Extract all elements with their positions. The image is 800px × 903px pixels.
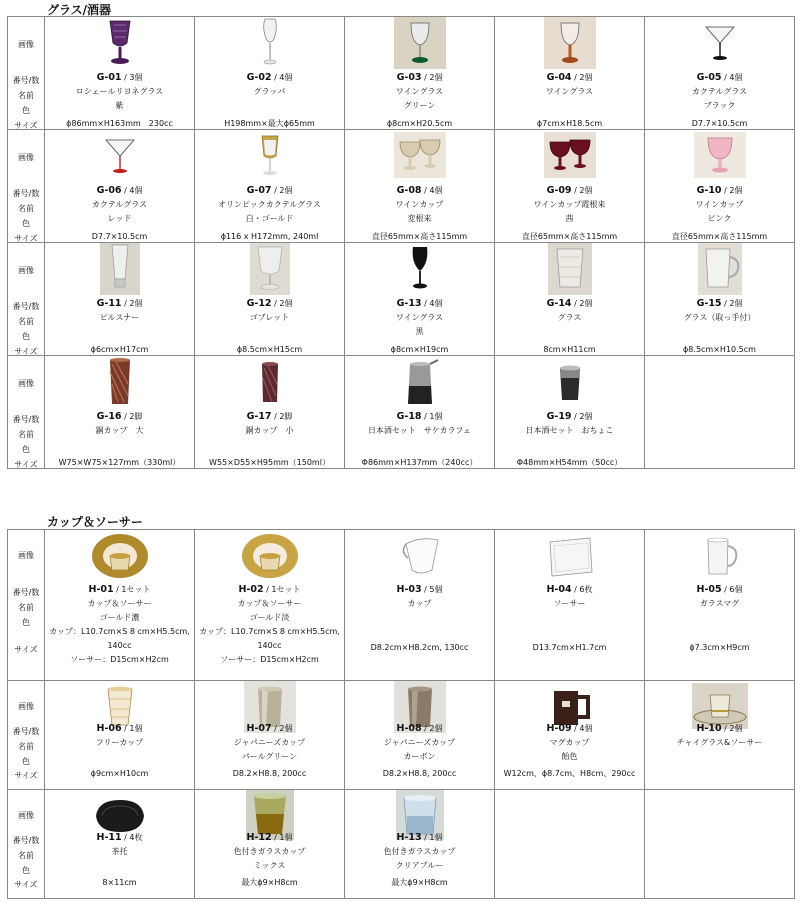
catalog-item — [45, 17, 195, 130]
item-size: W75×W75×127mm（330ml） — [58, 458, 181, 467]
item-color: カーボン — [403, 752, 436, 761]
item-size: ϕ7.3cm×H9cm — [689, 643, 750, 652]
catalog-item — [645, 530, 795, 681]
wine-cups-red-icon — [495, 130, 644, 182]
label-image: 画像 — [18, 40, 34, 49]
item-color: レッド — [107, 214, 132, 223]
grappa-glass-icon — [195, 17, 344, 69]
item-code: H-08 — [396, 723, 422, 734]
cup-catalog-table — [7, 529, 795, 899]
cup-saucer-gold-dark-icon — [45, 530, 194, 582]
item-size: D7.7×10.5cm — [691, 119, 748, 128]
label-image: 画像 — [18, 379, 34, 388]
item-size: ϕ8.5cm×H10.5cm — [683, 345, 756, 354]
item-size: 最大ϕ9×H8cm — [241, 878, 298, 887]
item-quantity: / 2個 — [424, 724, 443, 733]
label-size: サイズ — [14, 771, 38, 780]
item-size: D7.7×10.5cm — [91, 232, 148, 241]
item-code: H-07 — [246, 723, 272, 734]
item-name: ピルスナー — [99, 313, 140, 322]
item-color: 茜 — [565, 214, 574, 223]
catalog-item — [345, 790, 495, 899]
row-labels — [8, 681, 45, 790]
item-quantity: / 1個 — [424, 833, 443, 842]
item-size: ϕ8cm×H19cm — [390, 345, 449, 354]
item-code: G-06 — [96, 185, 122, 196]
label-size: サイズ — [14, 880, 38, 889]
item-size: 直径65mm×高さ115mm — [671, 232, 768, 241]
label-number: 番号/数 — [12, 76, 40, 85]
item-code: G-14 — [546, 298, 572, 309]
item-name: ジャパニーズカップ — [383, 738, 456, 747]
item-color — [645, 325, 794, 339]
item-color — [645, 611, 794, 625]
item-code: G-05 — [696, 72, 722, 83]
item-code: G-13 — [396, 298, 422, 309]
item-color — [495, 325, 644, 339]
item-code: H-10 — [696, 723, 722, 734]
catalog-item — [45, 790, 195, 899]
item-code: H-03 — [396, 584, 422, 595]
cocktail-glass-red-icon — [45, 130, 194, 182]
item-quantity: / 6個 — [724, 585, 743, 594]
item-color — [45, 438, 194, 452]
item-color: ミックス — [253, 861, 286, 870]
catalog-item — [195, 17, 345, 130]
item-color — [495, 611, 644, 625]
item-size: 最大ϕ9×H8cm — [391, 878, 448, 887]
catalog-item — [345, 530, 495, 681]
item-name: 日本酒セット おちょこ — [525, 426, 614, 435]
label-number: 番号/数 — [12, 836, 40, 845]
item-name: マグカップ — [549, 738, 590, 747]
empty-cell — [645, 790, 795, 899]
item-code: H-06 — [96, 723, 122, 734]
cup-saucer-gold-light-icon — [195, 530, 344, 582]
item-name: グラッパ — [253, 87, 286, 96]
item-name: ジャパニーズカップ — [233, 738, 306, 747]
label-number: 番号/数 — [12, 189, 40, 198]
item-color — [45, 859, 194, 873]
item-quantity: / 4個 — [724, 73, 743, 82]
item-color — [45, 325, 194, 339]
item-size: 140cc — [257, 641, 282, 650]
item-name: ワイングラス — [545, 87, 594, 96]
item-name: 日本酒セット サケカラフェ — [367, 426, 472, 435]
item-name: グラス — [557, 313, 582, 322]
item-name: 色付きガラスカップ — [383, 847, 456, 856]
catalog-item — [45, 530, 195, 681]
label-number: 番号/数 — [12, 588, 40, 597]
glass-mug-icon — [645, 530, 794, 582]
item-name: 色付きガラスカップ — [233, 847, 306, 856]
wine-glass-green-icon — [345, 17, 494, 69]
item-color — [645, 750, 794, 764]
item-color: ゴールド濃 — [99, 613, 140, 622]
label-name: 名前 — [18, 603, 34, 612]
item-size: ϕ116 x H172mm, 240ml — [220, 232, 319, 241]
item-color: ゴールド淡 — [249, 613, 290, 622]
label-size: サイズ — [14, 234, 38, 243]
catalog-item — [45, 681, 195, 790]
copper-cup-large-icon — [45, 356, 194, 408]
label-size: サイズ — [14, 460, 38, 469]
label-name: 名前 — [18, 317, 34, 326]
item-color: 黒 — [415, 327, 424, 336]
item-size: 8cm×H11cm — [543, 345, 596, 354]
item-size: 140cc — [107, 641, 132, 650]
item-name: 銅カップ 小 — [245, 426, 294, 435]
catalog-item — [495, 530, 645, 681]
label-number: 番号/数 — [12, 302, 40, 311]
catalog-item — [195, 356, 345, 469]
item-code: G-19 — [546, 411, 572, 422]
item-color — [45, 750, 194, 764]
sake-carafe-icon — [345, 356, 494, 408]
item-color: 飴色 — [561, 752, 578, 761]
section-title-glass: グラス/酒器 — [47, 3, 112, 17]
item-quantity: / 2個 — [574, 73, 593, 82]
item-name: オリンピックカクテルグラス — [218, 200, 321, 209]
item-size: ϕ8.5cm×H15cm — [236, 345, 303, 354]
item-quantity: / 4個 — [424, 299, 443, 308]
item-size: D8.2×H8.8, 200cc — [382, 769, 457, 778]
label-name: 名前 — [18, 851, 34, 860]
catalog-item — [645, 681, 795, 790]
item-size: ソーサー：D15cm×H2cm — [70, 655, 169, 664]
item-quantity: / 2個 — [724, 299, 743, 308]
item-size: 直径65mm×高さ115mm — [521, 232, 618, 241]
label-image: 画像 — [18, 153, 34, 162]
item-size: D8.2cm×H8.2cm, 130cc — [370, 643, 469, 652]
item-quantity: / 1セット — [116, 585, 151, 594]
stemmed-glass-purple-icon — [45, 17, 194, 69]
item-name: ガラスマグ — [699, 599, 740, 608]
label-size: サイズ — [14, 645, 38, 654]
row-labels — [8, 243, 45, 356]
item-name: 銅カップ 大 — [95, 426, 144, 435]
item-quantity: / 4個 — [124, 186, 143, 195]
cocktail-glass-black-icon — [645, 17, 794, 69]
catalog-item — [195, 530, 345, 681]
glass-catalog-table — [7, 16, 795, 469]
copper-cup-small-icon — [195, 356, 344, 408]
item-code: H-05 — [696, 584, 722, 595]
item-quantity: / 2個 — [574, 186, 593, 195]
item-quantity: / 4個 — [274, 73, 293, 82]
catalog-item — [345, 17, 495, 130]
catalog-item — [495, 681, 645, 790]
item-name: チャイグラス&ソーサー — [676, 738, 763, 747]
item-code: G-07 — [246, 185, 272, 196]
label-name: 名前 — [18, 204, 34, 213]
item-name: 茶托 — [111, 847, 128, 856]
catalog-item — [345, 130, 495, 243]
label-color: 色 — [22, 445, 30, 454]
label-size: サイズ — [14, 347, 38, 356]
item-name: ワイングラス — [395, 313, 444, 322]
item-code: H-09 — [546, 723, 572, 734]
item-quantity: / 2個 — [424, 73, 443, 82]
label-number: 番号/数 — [12, 415, 40, 424]
item-color: パールグリーン — [241, 752, 298, 761]
item-quantity: / 1個 — [274, 833, 293, 842]
row-labels — [8, 790, 45, 899]
item-code: G-08 — [396, 185, 422, 196]
item-color — [195, 438, 344, 452]
catalog-item — [495, 17, 645, 130]
item-code: H-11 — [96, 832, 122, 843]
item-code: G-12 — [246, 298, 272, 309]
item-code: H-01 — [88, 584, 114, 595]
item-size: 直径65mm×高さ115mm — [371, 232, 468, 241]
label-image: 画像 — [18, 702, 34, 711]
item-name: グラス（取っ手付） — [683, 313, 756, 322]
catalog-item — [45, 356, 195, 469]
cocktail-glass-gold-icon — [195, 130, 344, 182]
item-quantity: / 2個 — [274, 724, 293, 733]
glass-saucer-icon — [495, 530, 644, 582]
item-size: 8×11cm — [102, 878, 137, 887]
wine-cups-beige-icon — [345, 130, 494, 182]
sake-cup-icon — [495, 356, 644, 408]
item-name: カップ＆ソーサー — [237, 599, 302, 608]
wine-glass-amber-icon — [495, 17, 644, 69]
item-name: カップ＆ソーサー — [87, 599, 152, 608]
item-quantity: / 6枚 — [574, 585, 593, 594]
item-size: ϕ86mm×H163mm 230cc — [66, 119, 173, 128]
item-color: 変根来 — [407, 214, 432, 223]
item-size: ソーサー：D15cm×H2cm — [220, 655, 319, 664]
row-labels — [8, 530, 45, 681]
item-quantity: / 4個 — [424, 186, 443, 195]
item-code: G-11 — [96, 298, 122, 309]
catalog-item — [45, 243, 195, 356]
item-code: H-13 — [396, 832, 422, 843]
catalog-item — [345, 243, 495, 356]
label-name: 名前 — [18, 91, 34, 100]
item-quantity: / 2個 — [724, 724, 743, 733]
item-size: Φ86mm×H137mm（240cc） — [361, 458, 478, 467]
catalog-item — [495, 130, 645, 243]
item-quantity: / 1個 — [124, 724, 143, 733]
item-color: グリーン — [403, 101, 436, 110]
item-size: ϕ8cm×H20.5cm — [386, 119, 453, 128]
item-color — [345, 611, 494, 625]
item-color: 紫 — [115, 101, 124, 110]
label-image: 画像 — [18, 266, 34, 275]
label-name: 名前 — [18, 430, 34, 439]
item-color: 白・ゴールド — [245, 214, 294, 223]
item-name: ロシェールリヨネグラス — [75, 87, 164, 96]
catalog-item — [345, 681, 495, 790]
item-color: ピンク — [707, 214, 732, 223]
item-code: G-04 — [546, 72, 572, 83]
wine-cup-pink-icon — [645, 130, 794, 182]
item-quantity: / 5個 — [424, 585, 443, 594]
label-color: 色 — [22, 618, 30, 627]
section-title-cups: カップ＆ソーサー — [47, 515, 143, 529]
item-size: ϕ6cm×H17cm — [90, 345, 149, 354]
white-cup-icon — [345, 530, 494, 582]
item-name: ソーサー — [553, 599, 586, 608]
item-name: カップ — [407, 599, 432, 608]
catalog-item — [195, 243, 345, 356]
item-color: ブラック — [703, 101, 736, 110]
item-quantity: / 4個 — [574, 724, 593, 733]
item-name: ワインカップ — [695, 200, 744, 209]
item-size: カップ：L10.7cm×S 8 cm×H5.5cm, — [199, 627, 340, 636]
label-color: 色 — [22, 757, 30, 766]
catalog-item — [345, 356, 495, 469]
item-color: クリアブルー — [395, 861, 444, 870]
item-name: ゴブレット — [249, 313, 290, 322]
item-quantity: / 2個 — [274, 299, 293, 308]
item-size: ϕ7cm×H18.5cm — [536, 119, 603, 128]
item-color — [495, 438, 644, 452]
item-code: G-02 — [246, 72, 272, 83]
label-size: サイズ — [14, 121, 38, 130]
catalog-item — [645, 17, 795, 130]
row-labels — [8, 17, 45, 130]
item-name: カクテルグラス — [91, 200, 148, 209]
label-image: 画像 — [18, 551, 34, 560]
item-code: G-16 — [96, 411, 122, 422]
item-code: H-04 — [546, 584, 572, 595]
item-quantity: / 2個 — [274, 186, 293, 195]
catalog-item — [645, 130, 795, 243]
item-code: G-18 — [396, 411, 422, 422]
catalog-item — [45, 130, 195, 243]
label-name: 名前 — [18, 742, 34, 751]
item-name: フリーカップ — [95, 738, 144, 747]
item-size: ϕ9cm×H10cm — [90, 769, 149, 778]
item-name: ワイングラス — [395, 87, 444, 96]
item-code: G-01 — [96, 72, 122, 83]
row-labels — [8, 130, 45, 243]
label-color: 色 — [22, 332, 30, 341]
item-quantity: / 1セット — [266, 585, 301, 594]
catalog-item — [195, 681, 345, 790]
catalog-item — [195, 790, 345, 899]
item-color — [495, 99, 644, 113]
item-code: G-09 — [546, 185, 572, 196]
item-quantity: / 2個 — [124, 299, 143, 308]
item-quantity: / 2個 — [574, 412, 593, 421]
item-size: W12cm、ϕ8.7cm、H8cm、290cc — [503, 769, 636, 778]
item-size: Φ48mm×H54mm（50cc） — [516, 458, 623, 467]
item-quantity: / 2個 — [724, 186, 743, 195]
item-size: H198mm×最大ϕ65mm — [224, 119, 315, 128]
item-color — [195, 325, 344, 339]
label-color: 色 — [22, 866, 30, 875]
item-size: カップ：L10.7cm×S 8 cm×H5.5cm, — [49, 627, 190, 636]
item-name: カクテルグラス — [691, 87, 748, 96]
label-color: 色 — [22, 219, 30, 228]
item-code: G-10 — [696, 185, 722, 196]
item-size: W55×D55×H95mm（150ml） — [209, 458, 330, 467]
catalog-item — [495, 356, 645, 469]
item-size: D8.2×H8.8, 200cc — [232, 769, 307, 778]
wine-glass-black-icon — [345, 243, 494, 295]
item-color — [195, 99, 344, 113]
empty-cell — [495, 790, 645, 899]
item-name: ワインカップ霞根来 — [533, 200, 606, 209]
empty-cell — [645, 356, 795, 469]
goblet-icon — [195, 243, 344, 295]
label-image: 画像 — [18, 811, 34, 820]
label-color: 色 — [22, 106, 30, 115]
item-quantity: / 2脚 — [274, 412, 293, 421]
item-code: G-03 — [396, 72, 422, 83]
item-code: H-12 — [246, 832, 272, 843]
item-code: G-17 — [246, 411, 272, 422]
item-quantity: / 1個 — [424, 412, 443, 421]
item-quantity: / 2個 — [574, 299, 593, 308]
item-color — [345, 438, 494, 452]
catalog-item — [195, 130, 345, 243]
pilsner-glass-icon — [45, 243, 194, 295]
handled-glass-icon — [645, 243, 794, 295]
row-labels — [8, 356, 45, 469]
item-code: H-02 — [238, 584, 264, 595]
item-quantity: / 3個 — [124, 73, 143, 82]
item-code: G-15 — [696, 298, 722, 309]
catalog-item — [645, 243, 795, 356]
tumbler-glass-icon — [495, 243, 644, 295]
catalog-item — [495, 243, 645, 356]
label-number: 番号/数 — [12, 727, 40, 736]
item-size: D13.7cm×H1.7cm — [532, 643, 607, 652]
item-quantity: / 2脚 — [124, 412, 143, 421]
item-quantity: / 4枚 — [124, 833, 143, 842]
item-name: ワインカップ — [395, 200, 444, 209]
